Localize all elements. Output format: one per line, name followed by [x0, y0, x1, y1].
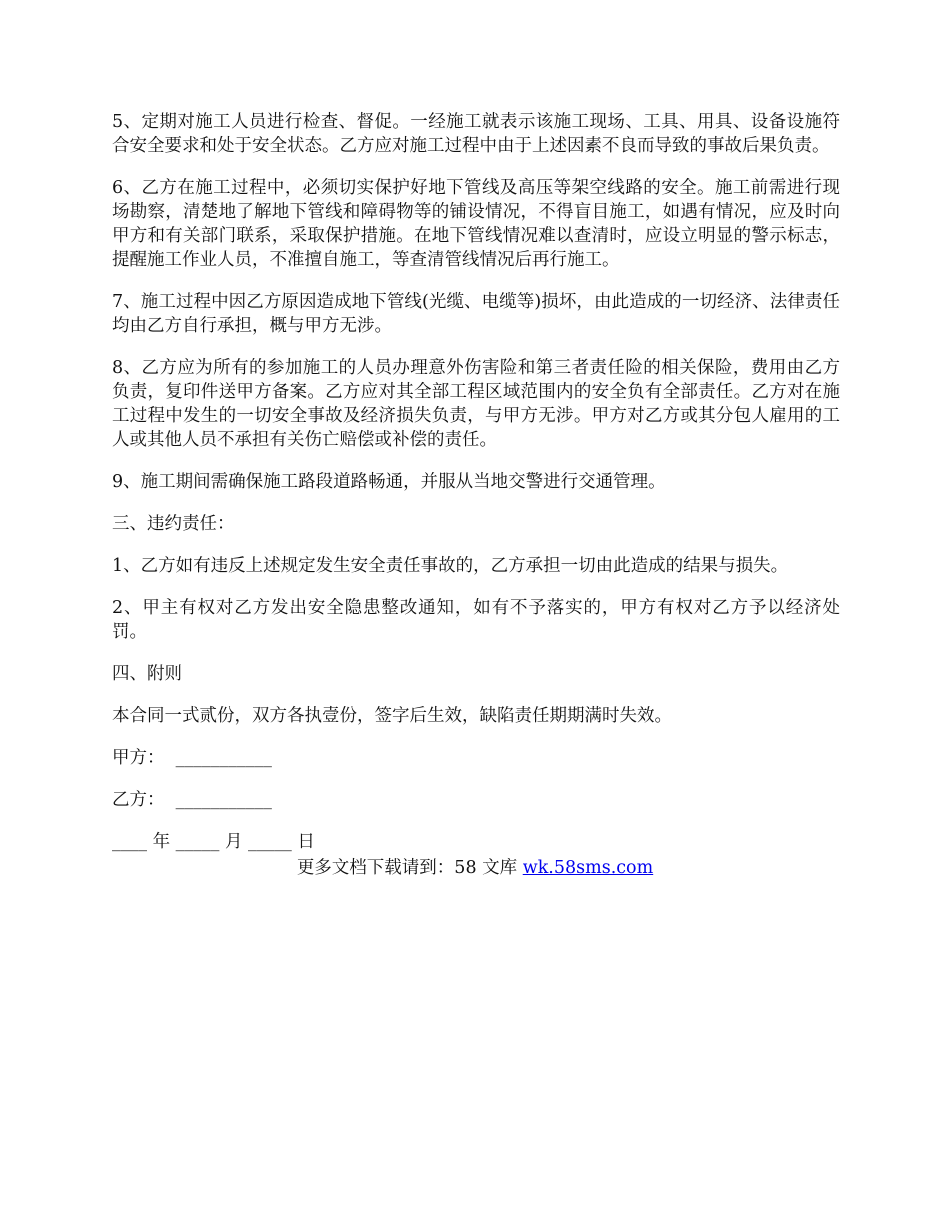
party-b-signature: 乙方： ___________: [112, 790, 272, 810]
section-appendix-title: 四、附则: [112, 664, 182, 684]
clause-9: 9、施工期间需确保施工路段道路畅通，并服从当地交警进行交通管理。: [112, 472, 666, 492]
party-a-signature: 甲方： ___________: [112, 748, 272, 768]
breach-clause-1: 1、乙方如有违反上述规定发生安全责任事故的，乙方承担一切由此造成的结果与损失。: [112, 556, 789, 576]
date-line: ____ 年 _____ 月 _____ 日: [112, 832, 315, 852]
footer: [0, 856, 950, 880]
clause-7: 7、施工过程中因乙方原因造成地下管线(光缆、电缆等)损坏，由此造成的一切经济、法律责任均由乙方自行承担，概与甲方无涉。: [112, 292, 840, 336]
footer-prefix: 更多文档下载请到：58 文库: [296, 858, 523, 878]
clause-8: 8、乙方应为所有的参加施工的人员办理意外伤害险和第三者责任险的相关保险，费用由乙方负责，复印件送甲方备案。乙方应对其全部工程区域范围内的安全负有全部责任。乙方对在施工过程中发生的一切安全事故及经济损失负责，与甲方无涉。甲方对乙方或其分包人雇用的工人或其他人员不承担有关伤亡赔偿或补偿的责任。: [112, 358, 840, 450]
clause-6: 6、乙方在施工过程中，必须切实保护好地下管线及高压等架空线路的安全。施工前需进行现场勘察，清楚地了解地下管线和障碍物等的铺设情况，不得盲目施工，如遇有情况，应及时向甲方和有关部门联系，采取保护措施。在地下管线情况难以查清时，应设立明显的警示标志，提醒施工作业人员，不准擅自施工，等查清管线情况后再行施工。: [112, 178, 840, 270]
closing-clause: 本合同一式贰份，双方各执壹份，签字后生效，缺陷责任期期满时失效。: [112, 706, 672, 726]
clause-5: 5、定期对施工人员进行检查、督促。一经施工就表示该施工现场、工具、用具、设备设施符合安全要求和处于安全状态。乙方应对施工过程中由于上述因素不良而导致的事故后果负责。: [112, 112, 840, 156]
document-body: [112, 110, 840, 872]
footer-link[interactable]: wk.58sms.com: [522, 858, 654, 878]
breach-clause-2: 2、甲主有权对乙方发出安全隐患整改通知，如有不予落实的，甲方有权对乙方予以经济处罚。: [112, 598, 840, 642]
section-breach-title: 三、违约责任：: [112, 514, 235, 534]
